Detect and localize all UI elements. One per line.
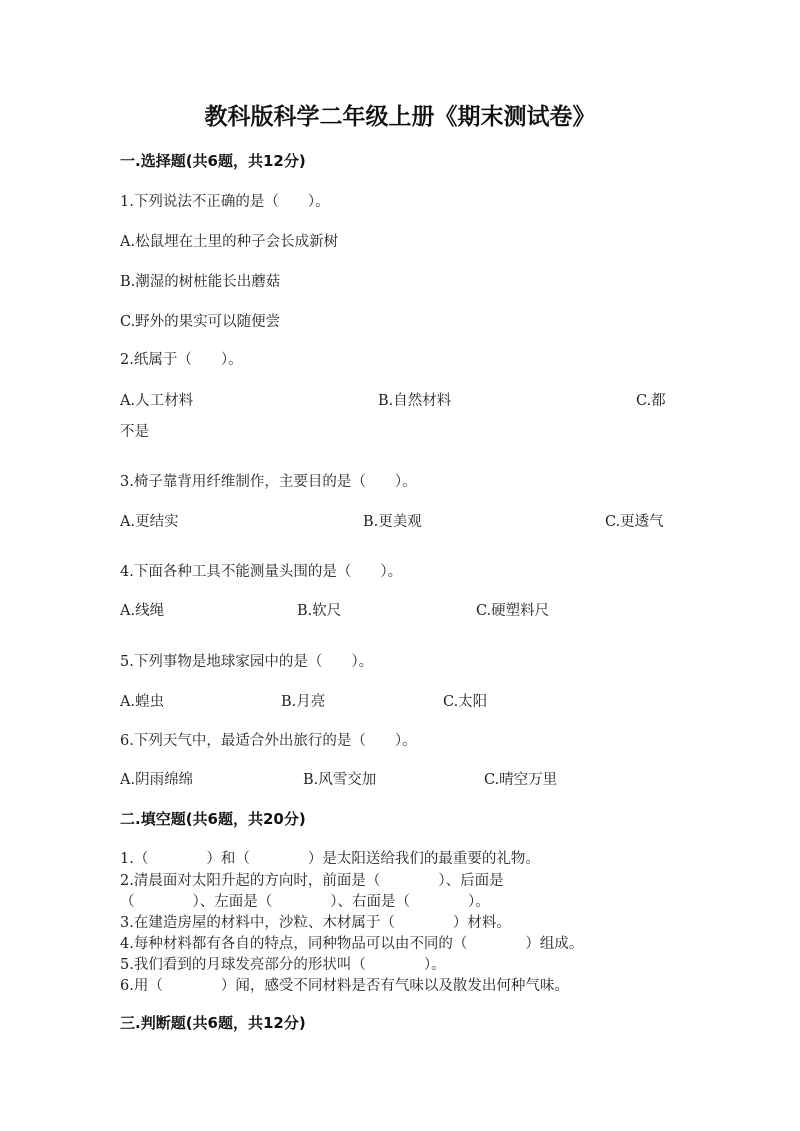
option-6a: A.阴雨绵绵 [120,772,194,788]
section-heading-judge: 三.判断题(共6题，共12分) [120,1014,306,1032]
fill-line-6: 5.我们看到的月球发亮部分的形状叫（ ）。 [120,957,446,973]
option-3c: C.更透气 [605,514,664,530]
option-4a: A.线绳 [120,603,165,619]
option-1a: A.松鼠埋在土里的种子会长成新树 [120,234,339,250]
option-2c: C.都 [636,393,666,409]
page-title: 教科版科学二年级上册《期末测试卷》 [204,104,596,130]
fill-line-4: 3.在建造房屋的材料中，沙粒、木材属于（ ）材料。 [120,915,511,931]
option-2b: B.自然材料 [378,393,452,409]
fill-line-5: 4.每种材料都有各自的特点，同种物品可以由不同的（ ）组成。 [120,936,584,952]
option-6c: C.晴空万里 [484,772,558,788]
fill-line-1: 1.（ ）和（ ）是太阳送给我们的最重要的礼物。 [120,851,540,867]
option-1b: B.潮湿的树桩能长出蘑菇 [120,274,281,290]
option-1c: C.野外的果实可以随便尝 [120,314,281,330]
fill-line-2: 2.清晨面对太阳升起的方向时，前面是（ ）、后面是 [120,873,504,889]
option-5b: B.月亮 [281,694,326,710]
option-5a: A.蝗虫 [120,694,165,710]
option-3b: B.更美观 [363,514,422,530]
question-6: 6.下列天气中，最适合外出旅行的是（ ）。 [120,733,417,749]
question-4: 4.下面各种工具不能测量头围的是（ ）。 [120,564,403,580]
option-4c: C.硬塑料尺 [476,603,550,619]
section-heading-choice: 一.选择题(共6题，共12分) [120,152,306,170]
question-3: 3.椅子靠背用纤维制作，主要目的是（ ）。 [120,474,417,490]
section-heading-fill: 二.填空题(共6题，共20分) [120,810,306,828]
question-2: 2.纸属于（ ）。 [120,352,243,368]
fill-line-7: 6.用（ ）闻，感受不同材料是否有气味以及散发出何种气味。 [120,978,569,994]
option-3a: A.更结实 [120,514,179,530]
option-5c: C.太阳 [443,694,488,710]
option-2c-continued: 不是 [120,424,149,440]
fill-line-3: （ ）、左面是（ ）、右面是（ ）。 [120,894,490,910]
question-5: 5.下列事物是地球家园中的是（ ）。 [120,654,374,670]
option-2a: A.人工材料 [120,393,194,409]
option-6b: B.风雪交加 [303,772,377,788]
question-1: 1.下列说法不正确的是（ ）。 [120,194,330,210]
option-4b: B.软尺 [297,603,342,619]
